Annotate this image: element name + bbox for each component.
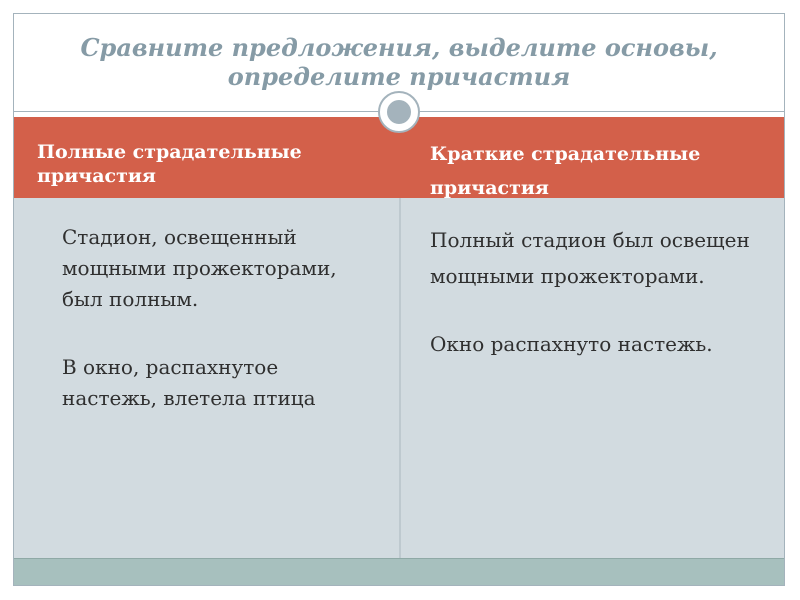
footer-band bbox=[14, 558, 784, 585]
right-sentence-2: Окно распахнуто настежь. bbox=[430, 332, 713, 356]
circle-ornament-icon bbox=[378, 91, 420, 133]
left-sentence-2: В окно, распахнутое настежь, влетела птица bbox=[62, 355, 316, 410]
left-column-cell bbox=[58, 222, 378, 414]
header-short-participles: Краткие страдательные причастия bbox=[430, 143, 701, 199]
left-sentence-1: Стадион, освещенный мощными прожекторами, был полным. bbox=[62, 225, 337, 311]
slide-title: Сравните предложения, выделите основы, определите причастия bbox=[80, 33, 718, 91]
right-column-cell bbox=[430, 222, 780, 362]
column-divider bbox=[399, 198, 401, 558]
right-sentence-1: Полный стадион был освещен мощными прожекторами. bbox=[430, 228, 750, 288]
header-full-participles: Полные страдательные причастия bbox=[37, 141, 302, 187]
circle-ornament-inner bbox=[385, 98, 413, 126]
